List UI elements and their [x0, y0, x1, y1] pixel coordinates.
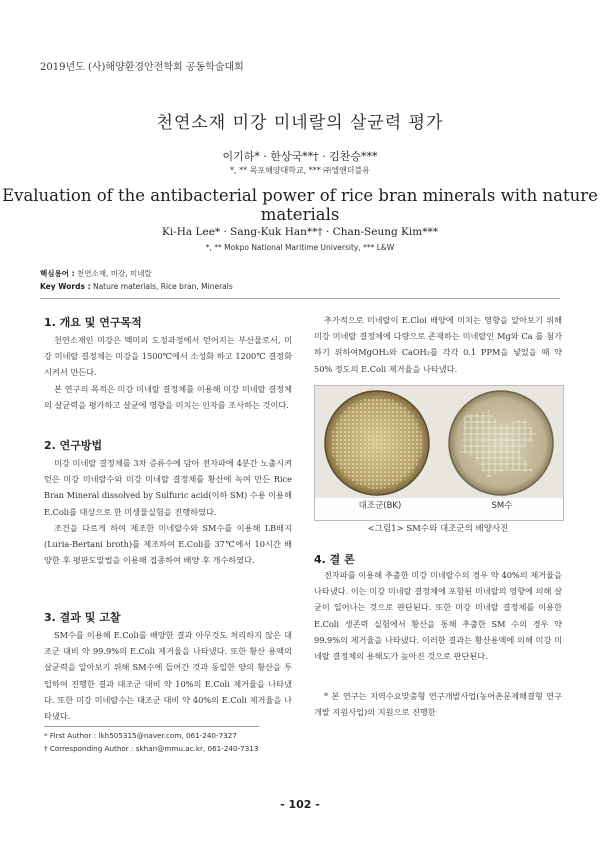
english-affiliations: *, ** Mokpo National Maritime University, *** L&W [205, 243, 395, 252]
section-3-heading: 3. 결과 및 고찰 [44, 611, 121, 624]
acknowledgement-text: * 본 연구는 지역수요맞춤형 연구개발사업(농어촌문제해결형 연구개발 지원사업)의 지원으로 진행한 [314, 691, 562, 718]
korean-keywords-text: 천연소재, 미강, 미네랄 [76, 269, 152, 278]
section-2-body [44, 455, 292, 568]
figure-caption: <그림1> SM수와 대조군의 배양사진 [367, 524, 509, 534]
section-3-paragraph-2: 추가적으로 미네랄이 E.Cloi 배양에 미치는 영향을 알아보기 위해 미강 미네랄 결정체에 다량으로 존재하는 미네랄인 Mg와 Ca 를 첨가하기 위하여MgOH₂와 CaOH₂를 각각 0.1 PPM을 넣었을 때 약 50% 정도의 E.Coli 제거율을 나타냈다. [314, 315, 562, 374]
page-number: - 102 - [280, 798, 320, 811]
first-author-footnote: * First Author : lkh505315@naver.com, 061-240-7327 [44, 731, 237, 740]
section-1-body [44, 332, 292, 413]
english-keywords-text: Nature materials, Rice bran, Minerals [92, 282, 233, 291]
section-1-paragraph-2: 본 연구의 목적은 미강 미네랄 결정체를 이용해 미강 미네랄 결정체의 살균력을 평가하고 살균에 영향을 미치는 인자를 조사하는 것이다. [44, 383, 292, 410]
korean-title: 천연소재 미강 미네랄의 살균력 평가 [156, 113, 444, 133]
english-keywords [40, 282, 233, 291]
control-label: 대조군(BK) [358, 501, 402, 511]
petri-dish-photos [315, 386, 563, 498]
sm-dish [449, 391, 553, 495]
section-3-paragraph-1: SM수를 이용해 E.Coli를 배양한 결과 아무것도 처리하지 않은 대조군 대비 약 99.9%의 E.Coli 제거율을 나타냈다. 또한 황산 용액의 살균력을 알아보기 위해 SM수에 들어간 것과 동일한 양의 황산을 투입하여 진행한 결과 대조군 대비 약 10%의 E.Coli 제거율을 나타냈다. 또한 미강 미네랄수는 대조군 대비 약 40%의 E.Coli 제거율을 나타냈다. [44, 630, 292, 722]
section-1-paragraph-1: 천연소재인 미강은 백미의 도정과정에서 얻어지는 부산물로서, 미강 미네랄 결정체는 미강을 1500℃에서 소성화 하고 1200℃ 결정화 시켜서 만든다. [44, 335, 292, 378]
english-authors: Ki-Ha Lee* · Sang-Kuk Han**† · Chan-Seung Kim*** [162, 226, 438, 238]
korean-affiliations: *, ** 목포해양대학교, *** ㈜엘앤더블유 [230, 166, 370, 175]
control-dish [325, 391, 429, 495]
section-3-body [44, 627, 292, 724]
korean-keywords-label: 핵심용어 : [40, 269, 75, 278]
section-2-heading: 2. 연구방법 [44, 439, 103, 452]
korean-keywords [40, 268, 152, 279]
corresponding-author-footnote: † Corresponding Author : skhan@mmu.ac.kr, 061-240-7313 [44, 744, 259, 753]
english-keywords-label: Key Words : [40, 282, 91, 291]
section-4-paragraph-1: 전자파를 이용해 추출한 미강 미네랄수의 경우 약 40%의 제거율을 나타냈다. 이는 미강 미네랄 결정체에 포함된 미네랄의 영향에 의해 살균이 일어나는 것으로 판단된다. 또한 미강 미네랄 결정체를 이용한 E.Coli 생존력 실험에서 황산을 통해 추출한 SM 수의 경우 약 99.9%의 제거율을 나타냈다. 이러한 결과는 황산용액에 의해 미강 미네랄 결정체의 용해도가 높아진 것으로 판단된다. [314, 570, 562, 662]
section-1-heading: 1. 개요 및 연구목적 [44, 316, 142, 329]
sm-label: SM수 [491, 501, 513, 511]
acknowledgement [314, 688, 562, 720]
section-2-paragraph-1: 미강 미네랄 결정체를 3차 증류수에 담아 전자파에 4분간 노출시켜 얻은 미강 미네랄수와 미강 미네랄 결정체를 황산에 녹여 만든 Rice Bran Mineral dissolved by Sulfuric acid(이하 SM) 수용 이용해 E.Coli를 대상으로 한 미생물실험을 진행하였다. [44, 458, 292, 517]
conference-header: 2019년도 (사)해양환경안전학회 공동학술대회 [40, 62, 244, 73]
korean-authors: 이기하* · 한상국**† · 김찬승*** [222, 150, 378, 163]
section-3-continued [314, 312, 562, 377]
section-4-heading: 4. 결 론 [314, 553, 355, 566]
english-title: Evaluation of the antibacterial power of rice bran minerals with nature materials [2, 186, 598, 224]
footnote-divider [44, 726, 259, 727]
culture-photo-figure [314, 385, 564, 521]
section-4-body [314, 567, 562, 664]
section-2-paragraph-2: 조건을 다르게 하여 제조한 미네랄수와 SM수를 이용해 LB배지(Luria-Bertani broth)를 제조하여 E.Coli를 37℃에서 10시간 배양한 후 평판도말법을 이용해 접종하여 배양 후 개수하였다. [44, 522, 292, 566]
keywords-divider [40, 298, 560, 299]
